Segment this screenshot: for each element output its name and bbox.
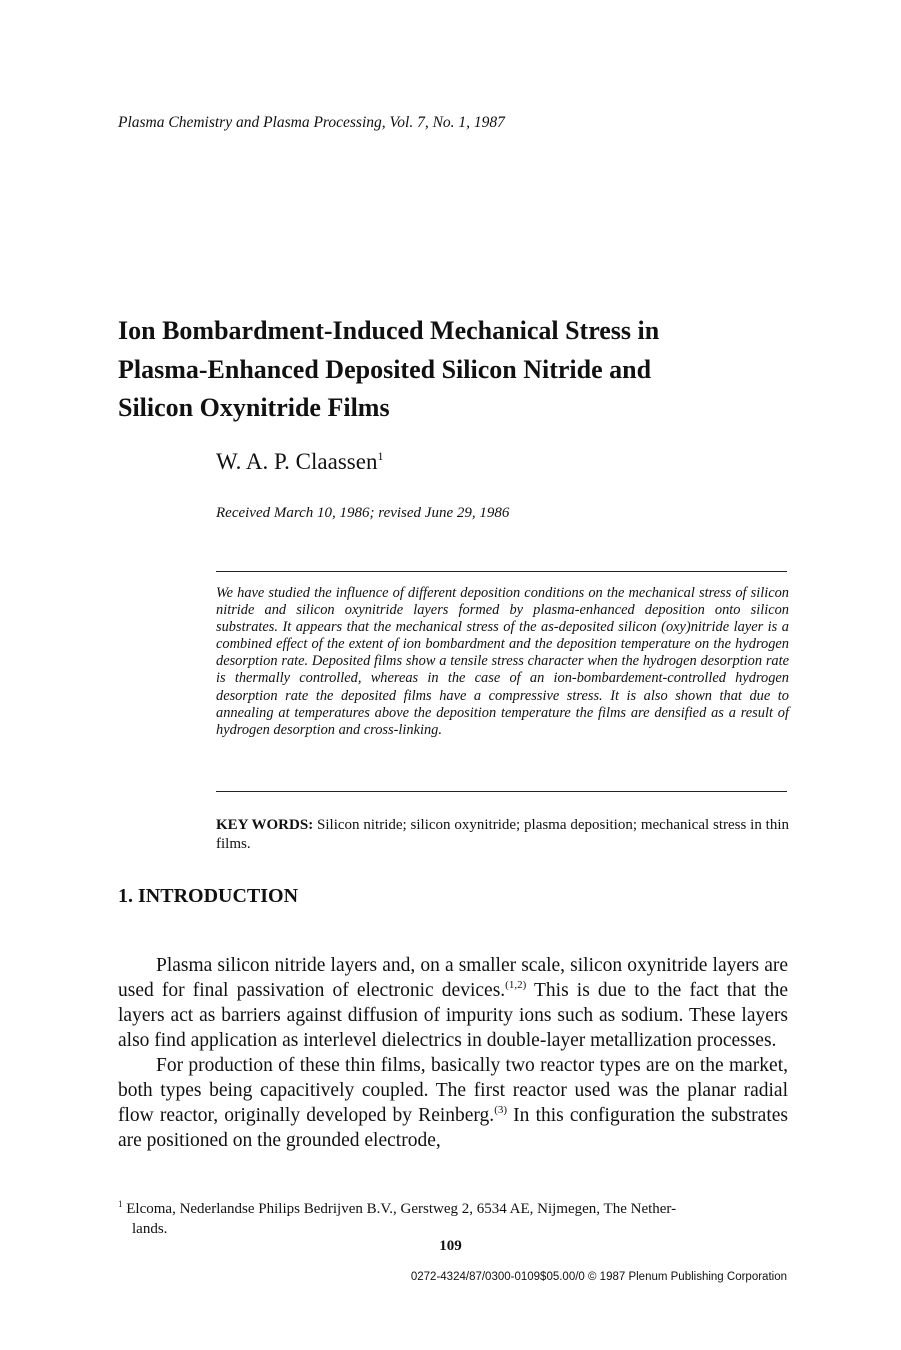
paragraph (118, 953, 788, 1053)
body-text (118, 953, 788, 1153)
footnote-continuation: lands. (132, 1221, 168, 1237)
citation-ref: (3) (494, 1104, 508, 1116)
section-heading: 1. INTRODUCTION (118, 885, 299, 907)
title-line: Ion Bombardment-Induced Mechanical Stress in (118, 316, 660, 345)
paragraph (118, 1053, 788, 1153)
abstract-bottom-rule (216, 791, 787, 792)
journal-citation: Plasma Chemistry and Plasma Processing, Vol. 7, No. 1, 1987 (118, 114, 505, 131)
title-line: Silicon Oxynitride Films (118, 393, 390, 422)
author-name: W. A. P. Claassen (216, 449, 378, 474)
abstract: We have studied the influence of different deposition conditions on the mechanical stress of silicon nitride and silicon oxynitride layers formed by plasma-enhanced deposition onto silicon substrates. It appears that the mechanical stress of the as-deposited silicon (oxy)nitride layer is a combined effect of the extent of ion bombardment and the deposition temperature on the hydrogen desorption rate. Deposited films show a tensile stress character when the hydrogen desorption rate is thermally controlled, whereas in the case of an ion-bombardement-controlled hydrogen desorption rate the deposited films have a compressive stress. It is also shown that due to annealing at temperatures above the deposition temperature the films are densified as a result of hydrogen desorption and cross-linking. (216, 585, 789, 738)
abstract-top-rule (216, 571, 787, 572)
paragraph-text: For production of these thin films, basically two reactor types are on the market, both types being capacitively coupled. The first reactor used was the planar radial flow reactor, originally developed by Reinberg. (118, 1055, 788, 1126)
paragraph-text: Plasma silicon nitride layers and, on a smaller scale, silicon oxynitride layers are used for final passivation of electronic devices. (118, 955, 788, 1001)
article-title (118, 312, 798, 428)
footnote (118, 1194, 788, 1239)
author-footnote-mark: 1 (377, 449, 384, 463)
keywords (216, 816, 789, 854)
citation-ref: (1,2) (505, 979, 527, 991)
received-dates: Received March 10, 1986; revised June 29, 1986 (216, 505, 510, 521)
paragraph-text: This is due to the fact that the layers act as barriers against diffusion of impurity ions such as sodium. These layers also find application as interlevel dielectrics in double-layer metallization processes. (118, 980, 788, 1051)
paragraph-text: In this configuration the substrates are positioned on the grounded electrode, (118, 1105, 788, 1151)
page-number: 109 (439, 1238, 462, 1254)
author-line (216, 449, 383, 475)
footnote-text: Elcoma, Nederlandse Philips Bedrijven B.V., Gerstweg 2, 6534 AE, Nijmegen, The Nether- (122, 1201, 677, 1217)
keywords-label: KEY WORDS: (216, 817, 314, 833)
footnote-mark: 1 (118, 1199, 123, 1209)
title-line: Plasma-Enhanced Deposited Silicon Nitride and (118, 354, 652, 384)
keywords-text: Silicon nitride; silicon oxynitride; plasma deposition; mechanical stress in thin films. (216, 817, 789, 852)
copyright-line: 0272-4324/87/0300-0109$05.00/0 © 1987 Plenum Publishing Corporation (410, 1271, 787, 1283)
